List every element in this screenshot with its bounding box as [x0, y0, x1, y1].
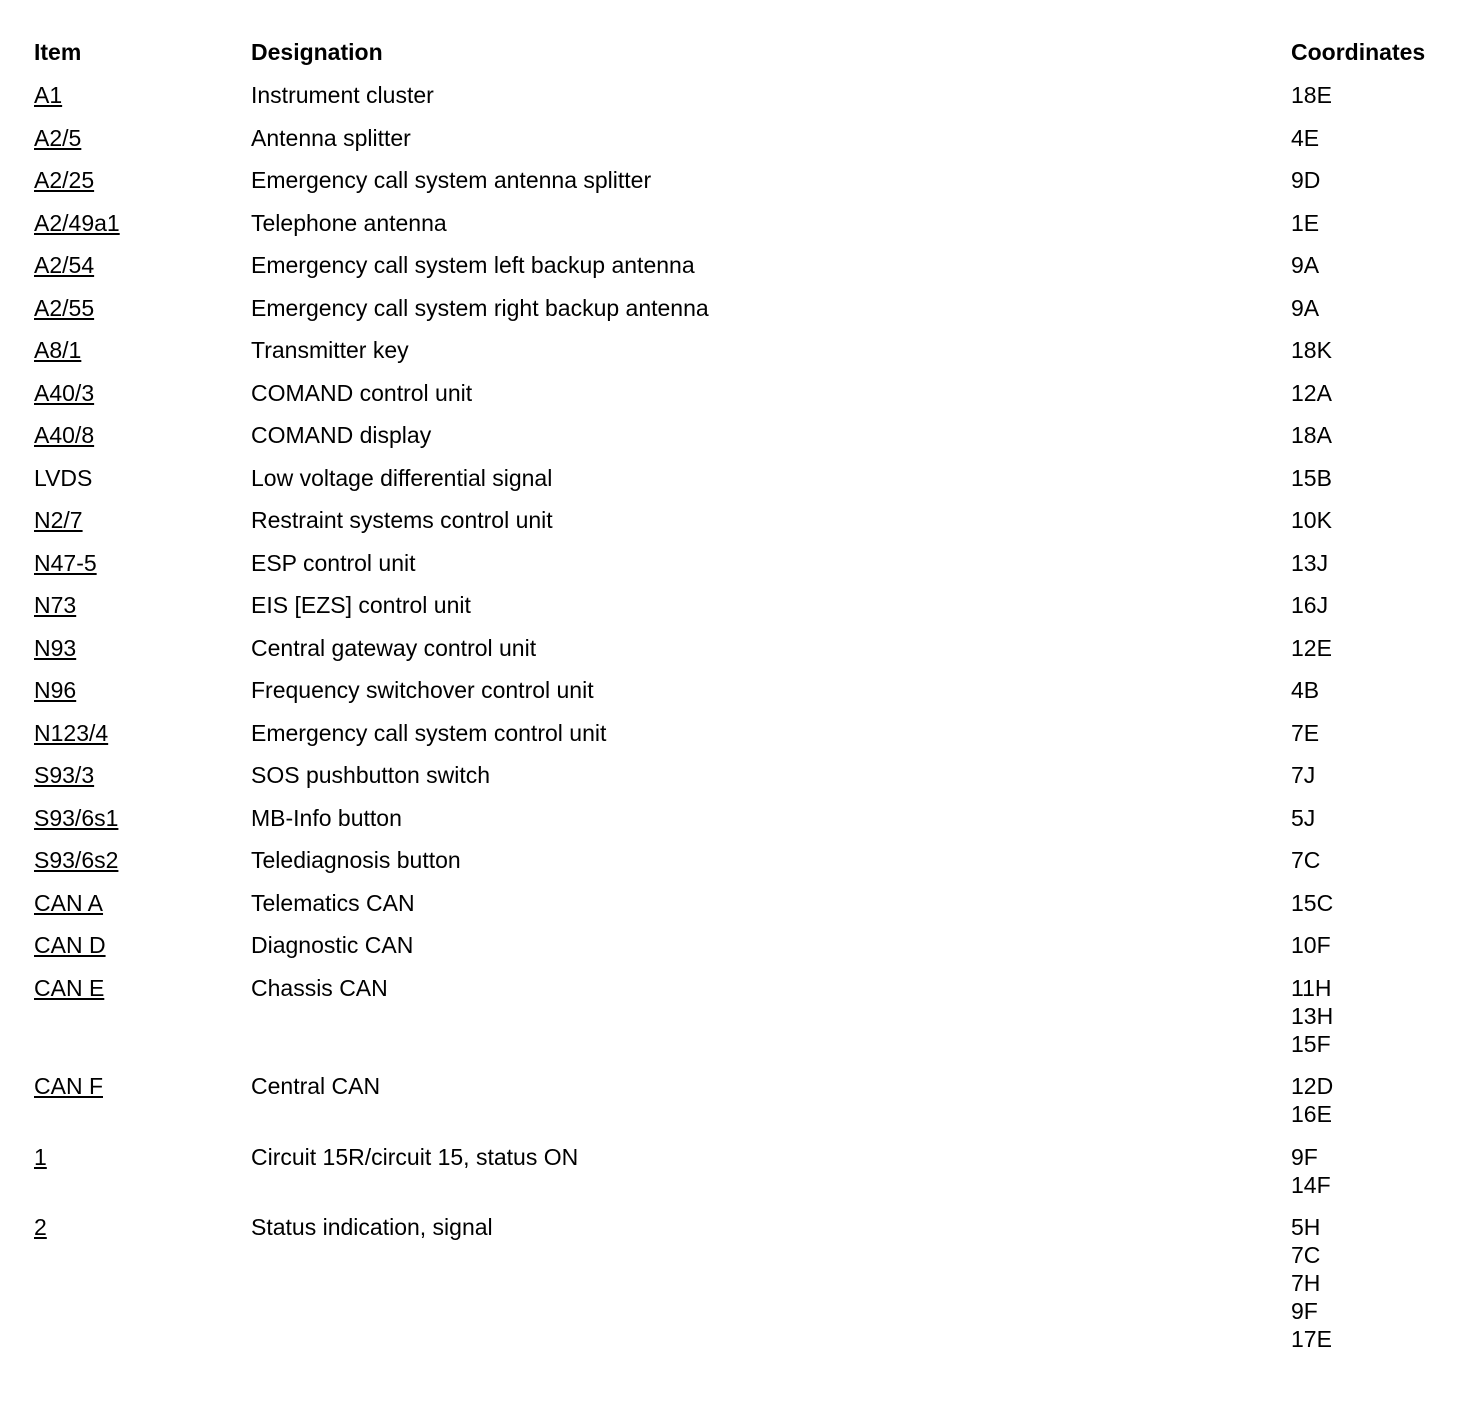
item-cell: [34, 549, 251, 577]
item-cell: [34, 761, 251, 789]
table-row: [34, 676, 1454, 719]
designation-cell: Emergency call system control unit: [251, 719, 607, 746]
item-link[interactable]: CAN F: [34, 1073, 103, 1099]
table-row: [34, 719, 1454, 762]
coordinate-value: 10K: [1291, 507, 1332, 533]
coordinate-value: 7H: [1291, 1270, 1321, 1296]
designation-cell: Instrument cluster: [251, 82, 434, 108]
coordinate-value: 5J: [1291, 804, 1316, 831]
designation-cell: Telephone antenna: [251, 209, 447, 236]
coordinate-value: 9A: [1291, 294, 1320, 321]
coordinate-value: 12E: [1291, 634, 1332, 661]
coordinates-cell: [1291, 209, 1454, 237]
item-link[interactable]: 1: [34, 1143, 47, 1170]
item-link[interactable]: A2/25: [34, 167, 95, 193]
designation-cell: Restraint systems control unit: [251, 507, 553, 533]
designation-cell: Emergency call system left backup antenna: [251, 252, 695, 278]
coordinates-cell: [1291, 1213, 1454, 1353]
designation-cell: EIS [EZS] control unit: [251, 592, 471, 618]
coordinates-cell: [1291, 421, 1454, 449]
item-cell: [34, 506, 251, 534]
coordinate-value: 13J: [1291, 549, 1329, 576]
item-link[interactable]: A40/3: [34, 379, 95, 406]
item-link[interactable]: A2/55: [34, 294, 95, 321]
item-cell: [34, 634, 251, 662]
designation-cell: Antenna splitter: [251, 124, 411, 151]
coordinate-value: 7C: [1291, 847, 1321, 873]
table-row: [34, 549, 1454, 592]
designation-cell: Central gateway control unit: [251, 634, 537, 661]
coordinate-value: 1E: [1291, 209, 1320, 236]
designation-cell: Emergency call system right backup antenna: [251, 294, 709, 321]
table-row: [34, 166, 1454, 209]
item-cell: [34, 336, 251, 364]
designation-cell: Central CAN: [251, 1073, 381, 1099]
item-link[interactable]: N93: [34, 634, 77, 661]
coordinates-cell: [1291, 719, 1454, 747]
designation-cell: Telediagnosis button: [251, 847, 461, 873]
coordinate-value: 15C: [1291, 889, 1334, 916]
item-cell: [34, 804, 251, 832]
designation-cell: MB-Info button: [251, 804, 402, 831]
designation-cell: Low voltage differential signal: [251, 464, 553, 491]
item-link[interactable]: CAN E: [34, 974, 105, 1001]
item-cell: [34, 591, 251, 619]
designation-cell: Status indication, signal: [251, 1214, 493, 1240]
item-cell: [34, 1143, 251, 1171]
table-row: [34, 379, 1454, 422]
item-cell: [34, 464, 251, 492]
item-cell: [34, 294, 251, 322]
coordinate-value: 9F: [1291, 1298, 1318, 1324]
coordinate-value: 18K: [1291, 337, 1332, 363]
item-link[interactable]: A1: [34, 82, 63, 108]
coordinate-value: 4E: [1291, 124, 1320, 151]
coordinate-value: 17E: [1291, 1326, 1332, 1352]
coordinate-value: 9D: [1291, 167, 1321, 193]
table-row: [34, 804, 1454, 847]
coordinates-cell: [1291, 591, 1454, 619]
item-link[interactable]: N47-5: [34, 549, 97, 576]
coordinate-value: 7E: [1291, 719, 1320, 746]
table-row: [34, 251, 1454, 294]
designation-cell: Frequency switchover control unit: [251, 677, 594, 703]
item-link[interactable]: A2/54: [34, 252, 95, 278]
item-cell: [34, 209, 251, 237]
coordinates-cell: [1291, 846, 1454, 874]
item-label: LVDS: [34, 464, 93, 491]
item-link[interactable]: S93/6s2: [34, 847, 119, 873]
coordinate-value: 14F: [1291, 1171, 1331, 1198]
coordinate-value: 7J: [1291, 762, 1316, 788]
coordinates-cell: [1291, 634, 1454, 662]
coordinate-value: 11H: [1291, 974, 1332, 1001]
designation-cell: Transmitter key: [251, 337, 409, 363]
table-row: [34, 209, 1454, 252]
coordinates-cell: [1291, 464, 1454, 492]
coordinates-cell: [1291, 336, 1454, 364]
table-row: [34, 591, 1454, 634]
table-row: [34, 1072, 1454, 1143]
item-cell: [34, 1213, 251, 1241]
designation-cell: COMAND display: [251, 422, 432, 448]
header-item: Item: [34, 39, 82, 65]
item-link[interactable]: N96: [34, 677, 77, 703]
coordinate-value: 18E: [1291, 82, 1332, 108]
designation-cell: COMAND control unit: [251, 379, 473, 406]
table-row: [34, 464, 1454, 507]
table-row: [34, 1143, 1454, 1214]
header-designation: Designation: [251, 39, 383, 65]
table-row: [34, 634, 1454, 677]
table-row: [34, 124, 1454, 167]
coordinates-cell: [1291, 166, 1454, 194]
item-cell: [34, 379, 251, 407]
designation-cell: Chassis CAN: [251, 974, 388, 1001]
coordinates-cell: [1291, 294, 1454, 322]
header-coordinates: Coordinates: [1291, 39, 1426, 65]
item-cell: [34, 251, 251, 279]
coordinates-cell: [1291, 506, 1454, 534]
item-cell: [34, 846, 251, 874]
coordinates-cell: [1291, 124, 1454, 152]
item-cell: [34, 719, 251, 747]
item-link[interactable]: A8/1: [34, 337, 82, 363]
table-row: [34, 931, 1454, 974]
item-cell: [34, 1072, 251, 1100]
table-body: [34, 81, 1454, 1368]
table-row: [34, 506, 1454, 549]
coordinate-value: 15F: [1291, 1030, 1331, 1057]
item-link[interactable]: N73: [34, 592, 77, 618]
coordinate-value: 16J: [1291, 592, 1329, 618]
table-row: [34, 294, 1454, 337]
coordinates-cell: [1291, 889, 1454, 917]
coordinates-cell: [1291, 974, 1454, 1058]
item-cell: [34, 421, 251, 449]
designation-cell: SOS pushbutton switch: [251, 762, 491, 788]
item-link[interactable]: S93/6s1: [34, 804, 119, 831]
table-row: [34, 761, 1454, 804]
item-link[interactable]: A2/5: [34, 124, 82, 151]
item-link[interactable]: A2/49a1: [34, 209, 120, 236]
coordinate-value: 4B: [1291, 677, 1320, 703]
table-row: [34, 889, 1454, 932]
item-link[interactable]: S93/3: [34, 762, 95, 788]
item-cell: [34, 81, 251, 109]
item-cell: [34, 166, 251, 194]
coordinate-value: 5H: [1291, 1214, 1321, 1240]
coordinates-cell: [1291, 1072, 1454, 1128]
item-link[interactable]: A40/8: [34, 422, 95, 448]
coordinates-cell: [1291, 761, 1454, 789]
designation-cell: ESP control unit: [251, 549, 416, 576]
coordinate-value: 13H: [1291, 1002, 1334, 1029]
coordinate-value: 10F: [1291, 932, 1331, 958]
coordinate-value: 18A: [1291, 422, 1332, 448]
table-row: [34, 846, 1454, 889]
coordinate-value: 12D: [1291, 1073, 1334, 1099]
coordinates-cell: [1291, 931, 1454, 959]
item-link[interactable]: 2: [34, 1214, 47, 1240]
item-link[interactable]: N123/4: [34, 719, 109, 746]
item-link[interactable]: CAN D: [34, 932, 106, 958]
coordinates-cell: [1291, 251, 1454, 279]
designation-cell: Emergency call system antenna splitter: [251, 167, 652, 193]
coordinate-value: 16E: [1291, 1101, 1332, 1127]
legend-table: [34, 38, 1454, 1368]
item-cell: [34, 931, 251, 959]
table-row: [34, 974, 1454, 1073]
coordinates-cell: [1291, 676, 1454, 704]
table-row: [34, 336, 1454, 379]
coordinates-cell: [1291, 804, 1454, 832]
coordinates-cell: [1291, 81, 1454, 109]
coordinates-cell: [1291, 379, 1454, 407]
item-cell: [34, 124, 251, 152]
table-row: [34, 1213, 1454, 1368]
table-header-row: [34, 38, 1454, 81]
item-link[interactable]: CAN A: [34, 889, 104, 916]
item-link[interactable]: N2/7: [34, 507, 83, 533]
designation-cell: Circuit 15R/circuit 15, status ON: [251, 1143, 579, 1170]
table-row: [34, 421, 1454, 464]
coordinate-value: 9A: [1291, 252, 1320, 278]
coordinate-value: 15B: [1291, 464, 1332, 491]
item-cell: [34, 889, 251, 917]
coordinates-cell: [1291, 549, 1454, 577]
table-row: [34, 81, 1454, 124]
designation-cell: Telematics CAN: [251, 889, 415, 916]
coordinate-value: 7C: [1291, 1242, 1321, 1268]
item-cell: [34, 676, 251, 704]
coordinate-value: 12A: [1291, 379, 1332, 406]
coordinates-cell: [1291, 1143, 1454, 1199]
designation-cell: Diagnostic CAN: [251, 932, 414, 958]
item-cell: [34, 974, 251, 1002]
coordinate-value: 9F: [1291, 1143, 1318, 1170]
